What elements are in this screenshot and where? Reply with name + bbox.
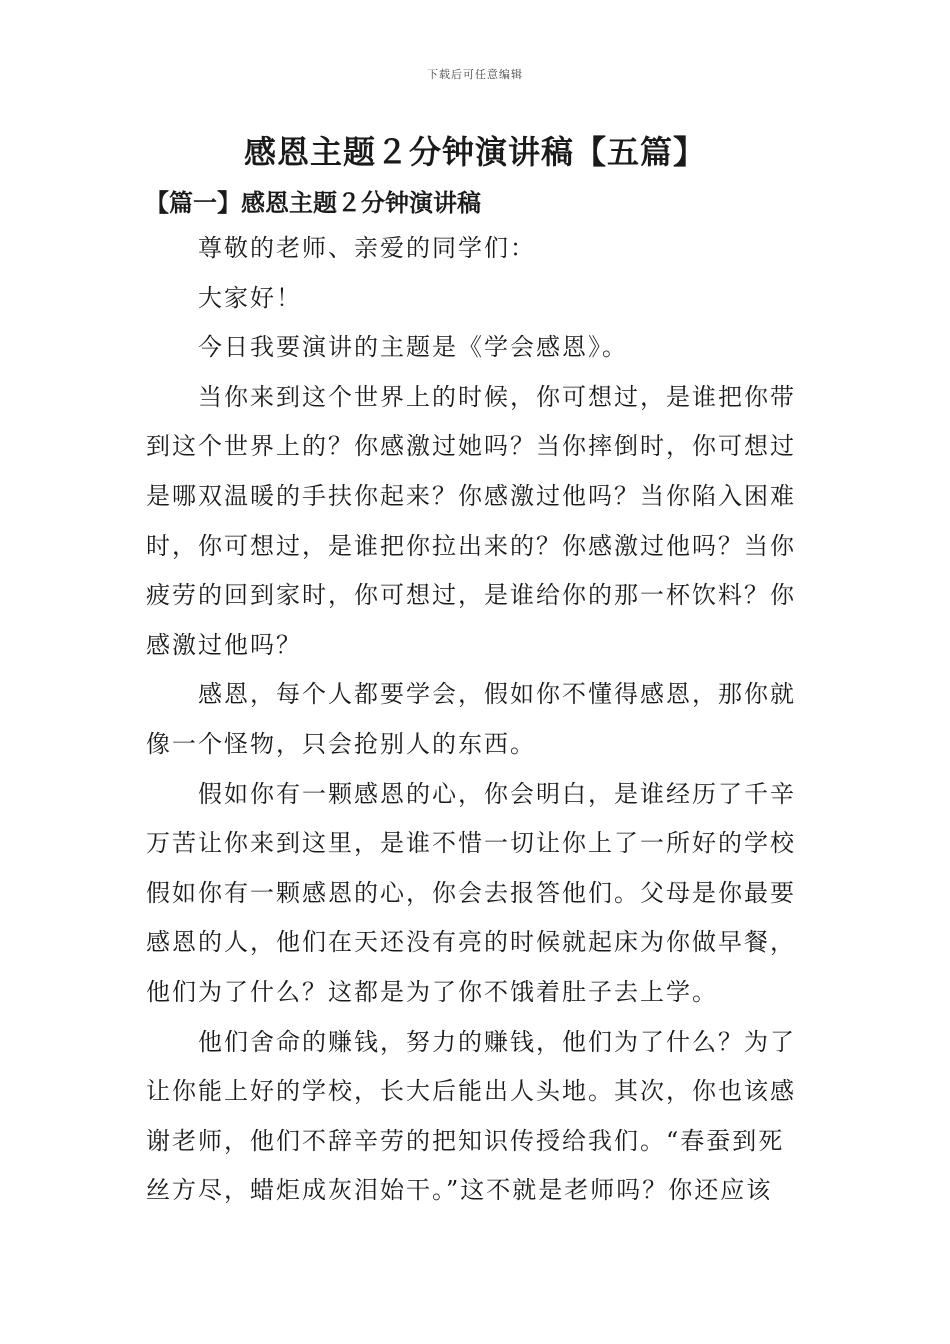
paragraph-body-1: 当你来到这个世界上的时候，你可想过，是谁把你带到这个世界上的？你感激过她吗？当你摔倒时，你可想过是哪双温暖的手扶你起来？你感激过他吗？当你陷入困难时，你可想过，是谁把你拉出来的？你感激过他吗？当你疲劳的回到家时，你可想过，是谁给你的那一杯饮料？你感激过他吗？ [146,382,796,659]
paragraph-body-3: 假如你有一颗感恩的心，你会明白，是谁经历了千辛万苦让你来到这里，是谁不惜一切让你上了一所好的学校假如你有一颗感恩的心，你会去报答他们。父母是你最要感恩的人，他们在天还没有亮的时候就起床为你做早餐，他们为了什么？这都是为了你不饿着肚子去上学。 [146,779,796,1006]
document-title: 感恩主题２分钟演讲稿【五篇】 [243,133,706,171]
body-text [146,224,810,1216]
paragraph-body-4: 他们舍命的赚钱，努力的赚钱，他们为了什么？为了让你能上好的学校，长大后能出人头地。其次，你也该感谢老师，他们不辞辛劳的把知识传授给我们。“春蚕到死丝方尽，蜡炬成灰泪始干。”这不就是老师吗？你还应该 [146,1027,796,1205]
paragraph-body-2: 感恩，每个人都要学会，假如你不懂得感恩，那你就像一个怪物，只会抢别人的东西。 [146,680,796,758]
header-note: 下载后可任意编辑 [427,68,523,81]
paragraph-greeting: 大家好！ [198,283,302,312]
section-heading: 【篇一】感恩主题２分钟演讲稿 [145,188,481,217]
paragraph-salutation: 尊敬的老师、亲爱的同学们： [198,234,536,262]
paragraph-topic: 今日我要演讲的主题是《学会感恩》。 [198,333,628,362]
